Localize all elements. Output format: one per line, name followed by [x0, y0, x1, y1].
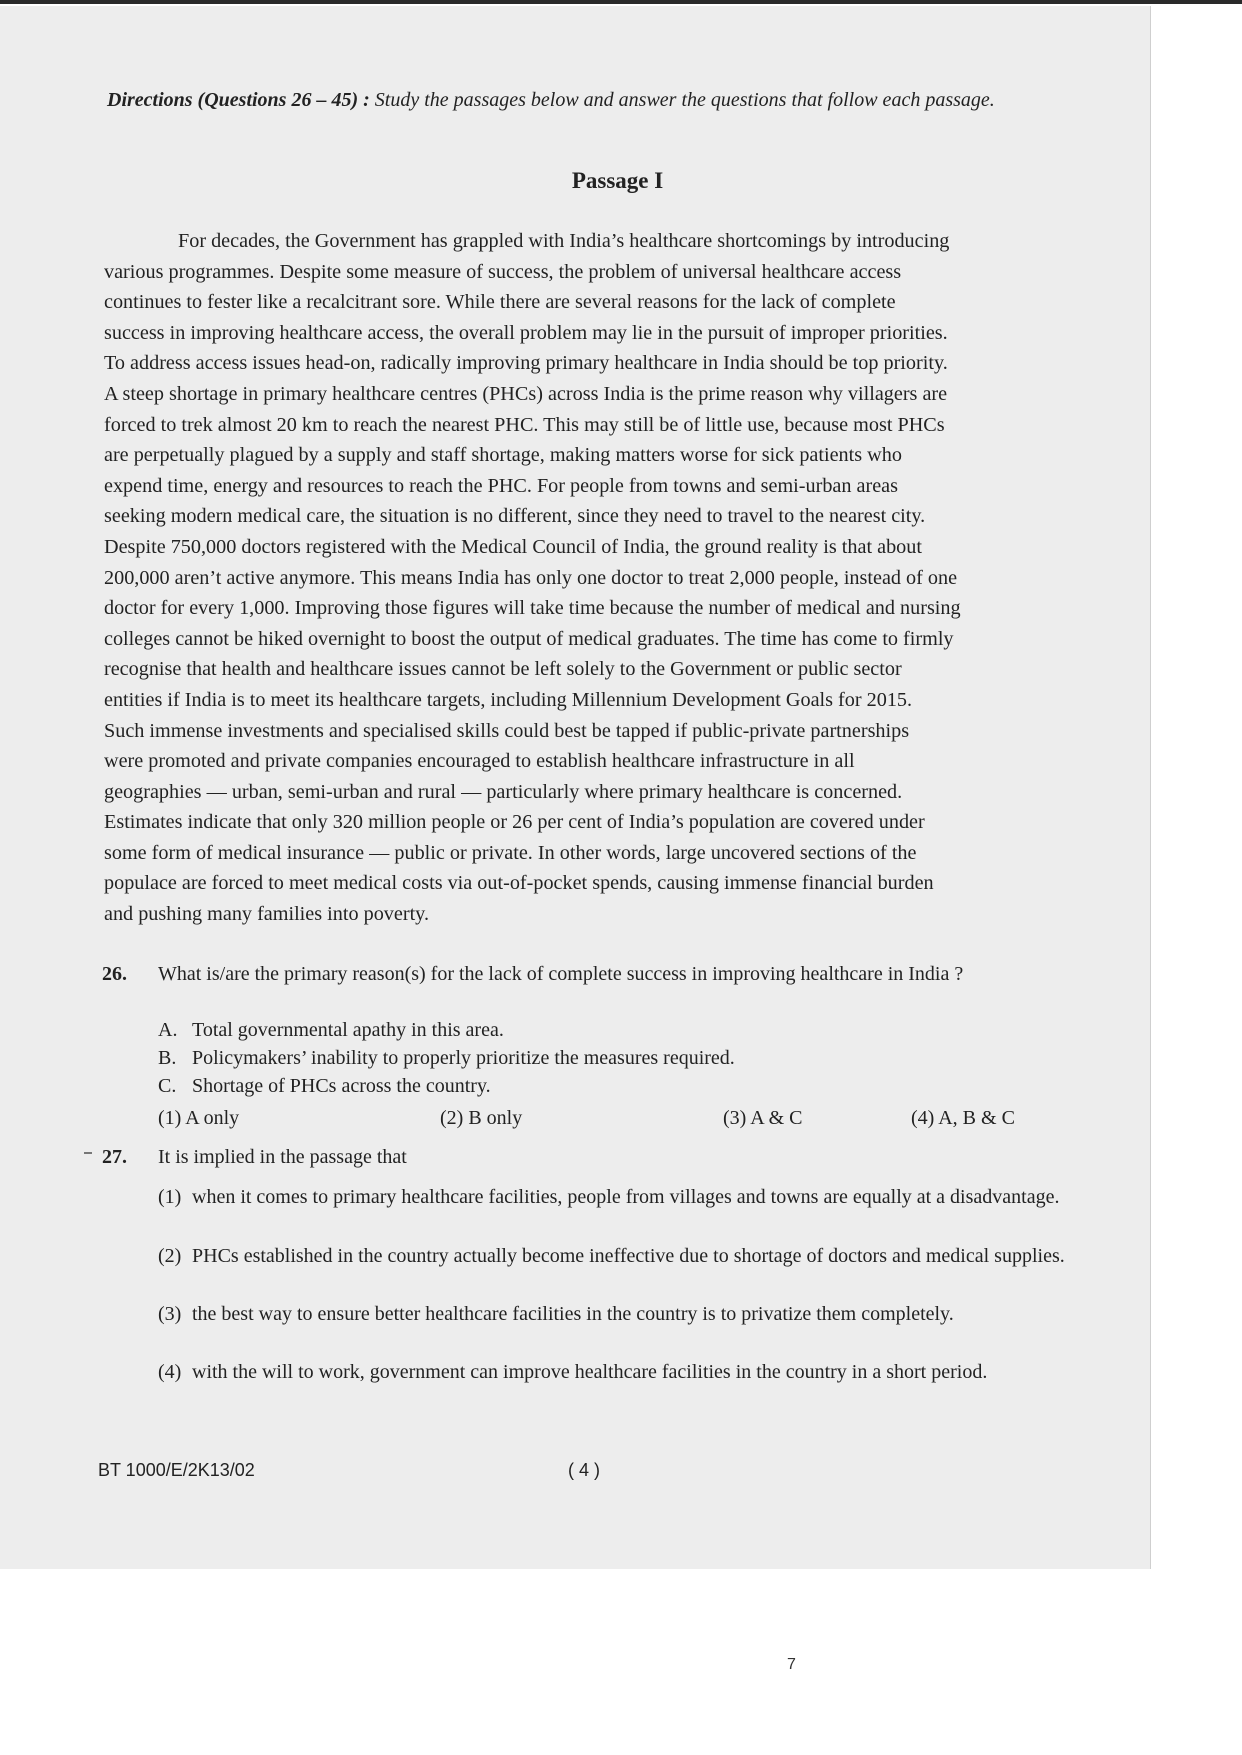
directions-text: Study the passages below and answer the questions that follow each passage. — [374, 89, 995, 111]
choice-text: B only — [468, 1107, 523, 1129]
choice-label: (4) — [158, 1361, 182, 1383]
choice-label: (3) — [158, 1303, 182, 1325]
passage-line: and pushing many families into poverty. — [104, 903, 430, 926]
passage-text — [104, 226, 1107, 930]
passage-line: Despite 750,000 doctors registered with the Medical Council of India, the ground reality is that about — [104, 535, 922, 558]
passage-line: populace are forced to meet medical costs via out-of-pocket spends, causing immense financial burden — [104, 872, 934, 895]
passage-line: recognise that health and healthcare issues cannot be left solely to the Government or public sector — [104, 658, 902, 681]
choice-label: (2) — [440, 1107, 464, 1129]
exam-page — [0, 6, 1151, 1569]
passage-line: seeking modern medical care, the situation is no different, since they need to travel to the nearest city. — [104, 505, 926, 528]
page-number: ( 4 ) — [568, 1460, 601, 1480]
question-stem: It is implied in the passage that — [158, 1146, 407, 1168]
passage-title: Passage I — [571, 168, 664, 193]
passage-line: colleges cannot be hiked overnight to boost the output of medical graduates. The time has come to firmly — [104, 627, 954, 650]
choice-label: (1) — [158, 1186, 182, 1208]
choice-3[interactable] — [723, 1106, 923, 1131]
statement-text: Shortage of PHCs across the country. — [192, 1075, 491, 1097]
choice-2[interactable] — [440, 1106, 640, 1131]
statement-label: C. — [158, 1075, 177, 1097]
statement-text: Total governmental apathy in this area. — [192, 1019, 504, 1041]
passage-line: are perpetually plagued by a supply and staff shortage, making matters worse for sick patients who — [104, 444, 902, 467]
statement-text: Policymakers’ inability to properly prioritize the measures required. — [192, 1047, 735, 1069]
statement-label: A. — [158, 1019, 178, 1041]
choice-text: the best way to ensure better healthcare facilities in the country is to privatize them completely. — [192, 1303, 954, 1325]
passage-line: For decades, the Government has grappled with India’s healthcare shortcomings by introducing — [178, 230, 950, 252]
passage-line: Estimates indicate that only 320 million people or 26 per cent of India’s population are covered under — [104, 811, 925, 834]
passage-line: 200,000 aren’t active anymore. This means India has only one doctor to treat 2,000 people, instead of one — [104, 566, 958, 589]
pencil-mark — [84, 1152, 92, 1154]
question-number: 27. — [102, 1146, 127, 1168]
choice-text: A only — [185, 1107, 240, 1129]
passage-line: continues to fester like a recalcitrant sore. While there are several reasons for the lack of complete — [104, 291, 896, 314]
choice-text: when it comes to primary healthcare facilities, people from villages and towns are equally at a disadvantage. — [192, 1186, 1060, 1208]
tick-mark: 7 — [787, 1656, 796, 1673]
passage-line: Such immense investments and specialised skills could best be tapped if public-private partnerships — [104, 719, 910, 742]
choice-label: (2) — [158, 1245, 182, 1267]
passage-line: some form of medical insurance — public or private. In other words, large uncovered sections of the — [104, 841, 917, 864]
question-stem: What is/are the primary reason(s) for the lack of complete success in improving healthcare in India ? — [158, 963, 964, 985]
booklet-code: BT 1000/E/2K13/02 — [98, 1460, 255, 1480]
passage-line: A steep shortage in primary healthcare centres (PHCs) across India is the prime reason why villagers are — [104, 382, 948, 405]
directions — [107, 86, 1107, 114]
directions-label: Directions (Questions 26 – 45) : — [107, 89, 370, 111]
passage-line: were promoted and private companies encouraged to establish healthcare infrastructure in all — [104, 750, 855, 773]
choice-text: PHCs established in the country actually become ineffective due to shortage of doctors and medical supplies. — [192, 1245, 1065, 1267]
top-edge — [0, 0, 1242, 4]
choice-text: with the will to work, government can improve healthcare facilities in the country in a short period. — [192, 1361, 988, 1383]
passage-line: geographies — urban, semi-urban and rural — particularly where primary healthcare is concerned. — [104, 780, 903, 803]
choice-text: A & C — [750, 1107, 803, 1129]
question-number: 26. — [102, 963, 127, 985]
choice-text: A, B & C — [938, 1107, 1015, 1129]
choice-label: (3) — [723, 1107, 747, 1129]
passage-line: forced to trek almost 20 km to reach the nearest PHC. This may still be of little use, because most PHCs — [104, 413, 945, 436]
choice-1[interactable] — [158, 1106, 358, 1131]
passage-line: success in improving healthcare access, the overall problem may lie in the pursuit of improper priorities. — [104, 321, 948, 344]
choice-label: (1) — [158, 1107, 182, 1129]
passage-line: entities if India is to meet its healthcare targets, including Millennium Development Goals for 2015. — [104, 688, 913, 711]
statement-label: B. — [158, 1047, 177, 1069]
passage-line: various programmes. Despite some measure of success, the problem of universal healthcare access — [104, 260, 902, 283]
passage-line: To address access issues head-on, radically improving primary healthcare in India should be top priority. — [104, 352, 948, 375]
choice-4[interactable] — [911, 1106, 1111, 1131]
passage-line: doctor for every 1,000. Improving those figures will take time because the number of medical and nursing — [104, 597, 961, 620]
choice-label: (4) — [911, 1107, 935, 1129]
passage-line: expend time, energy and resources to reach the PHC. For people from towns and semi-urban areas — [104, 474, 898, 497]
